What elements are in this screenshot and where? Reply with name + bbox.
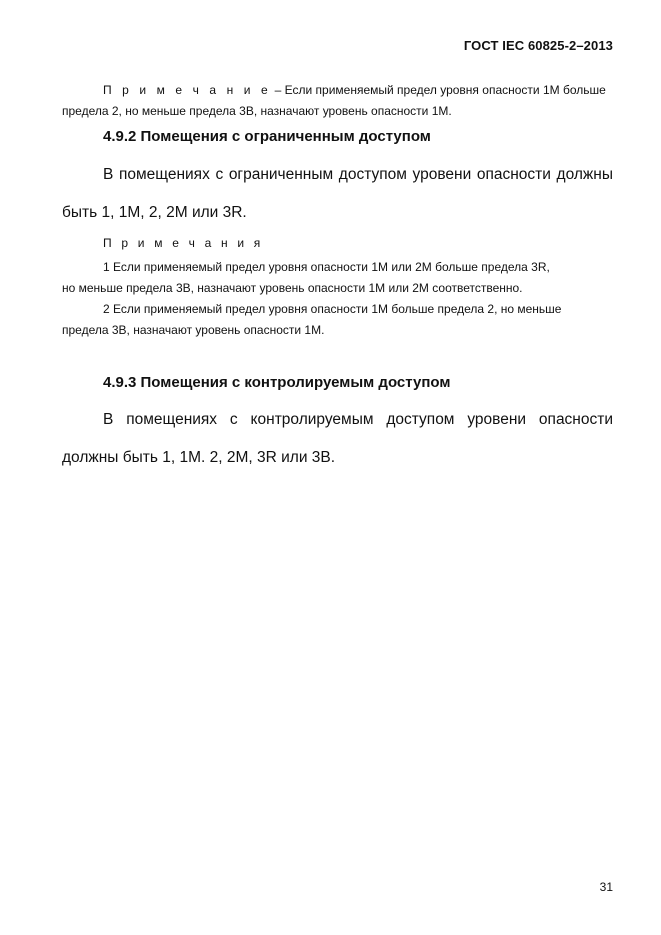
note-item-2-line-1: 2 Если применяемый предел уровня опасности 1М больше предела 2, но меньше	[103, 302, 562, 316]
paragraph-line-1: В помещениях с ограниченным доступом уровени опасности должны	[103, 166, 613, 183]
notes-label: П р и м е ч а н и я	[103, 236, 264, 250]
note-label: П р и м е ч а н и е	[103, 83, 272, 97]
page-number: 31	[599, 880, 613, 894]
section-heading-4-9-3: 4.9.3 Помещения с контролируемым доступом	[103, 374, 451, 391]
document-code: ГОСТ IEC 60825-2–2013	[463, 38, 613, 53]
paragraph-line-1: В помещениях с контролируемым доступом уровени опасности	[103, 411, 613, 428]
paragraph-line-2: должны быть 1, 1М. 2, 2М, 3R или 3В.	[62, 449, 336, 466]
note-item-2-line-2: предела 3В, назначают уровень опасности 1М.	[62, 323, 325, 337]
note-text-1: – Если применяемый предел уровня опасности 1М больше	[271, 83, 606, 97]
note-block	[62, 80, 613, 122]
note-line-2: предела 2, но меньше предела 3В, назначают уровень опасности 1М.	[62, 104, 452, 118]
paragraph-line-2: быть 1, 1М, 2, 2М или 3R.	[62, 204, 247, 221]
section-paragraph-4-9-2	[62, 156, 613, 232]
note-line-1	[62, 80, 613, 101]
notes-list	[62, 257, 613, 341]
note-item-1-line-2: но меньше предела 3В, назначают уровень опасности 1М или 2М соответственно.	[62, 281, 523, 295]
note-item-1-line-1: 1 Если применяемый предел уровня опасности 1М или 2М больше предела 3R,	[103, 260, 550, 274]
section-paragraph-4-9-3	[62, 401, 613, 477]
section-heading-4-9-2: 4.9.2 Помещения с ограниченным доступом	[103, 128, 431, 145]
